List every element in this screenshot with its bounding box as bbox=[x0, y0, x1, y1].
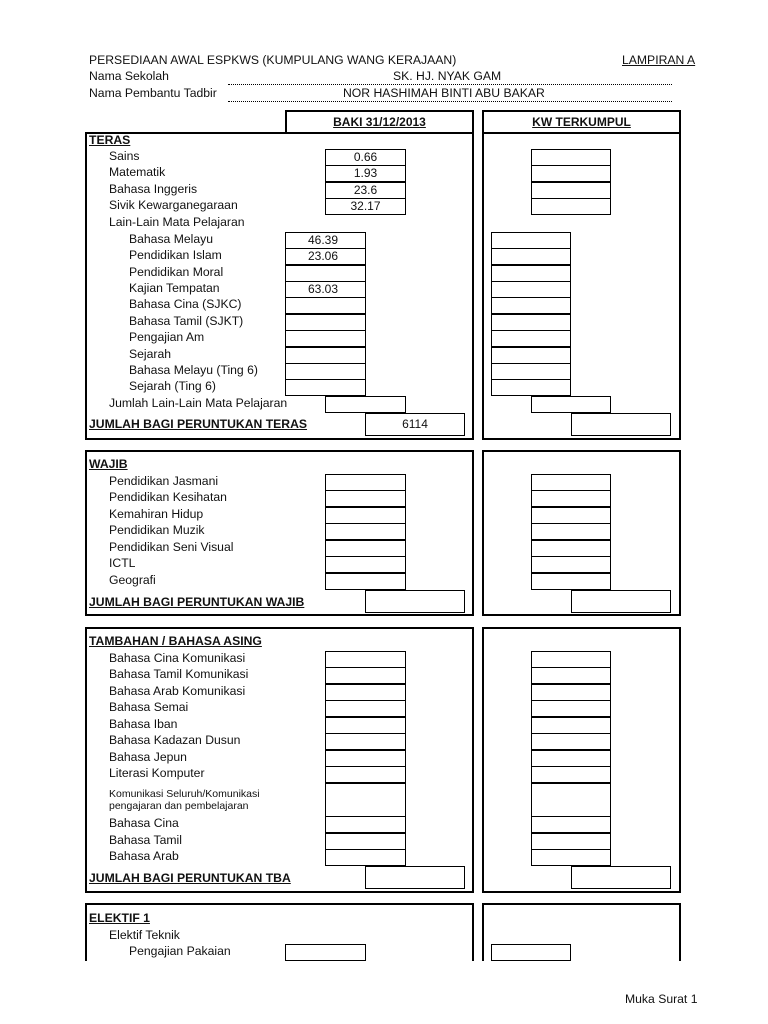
tba-item-label: Bahasa Jepun bbox=[109, 750, 187, 764]
tba-kw-cell[interactable] bbox=[531, 849, 611, 866]
sub-baki-cell[interactable]: 63.03 bbox=[285, 281, 366, 298]
wajib-kw-cell[interactable] bbox=[531, 573, 611, 590]
elektif-heading: ELEKTIF 1 bbox=[89, 911, 150, 925]
jumlah-lain-label: Jumlah Lain-Lain Mata Pelajaran bbox=[109, 396, 288, 410]
tba-item-label: Bahasa Kadazan Dusun bbox=[109, 733, 241, 747]
elektif-item-label: Pengajian Pakaian bbox=[129, 944, 231, 958]
jumlah-teras-label: JUMLAH BAGI PERUNTUKAN TERAS bbox=[89, 417, 308, 431]
lain-lain-label: Lain-Lain Mata Pelajaran bbox=[109, 215, 245, 229]
tba-baki-cell[interactable] bbox=[325, 651, 406, 668]
tba-kw-cell[interactable] bbox=[531, 733, 611, 750]
jumlah-tba-kw-cell[interactable] bbox=[571, 866, 671, 889]
wajib-item-label: ICTL bbox=[109, 556, 136, 570]
elektif-kw-cell[interactable] bbox=[491, 944, 571, 961]
admin-value: NOR HASHIMAH BINTI ABU BAKAR bbox=[343, 86, 545, 100]
teras-kw-cell[interactable] bbox=[531, 165, 611, 182]
wajib-item-label: Geografi bbox=[109, 573, 156, 587]
sub-item-label: Sejarah (Ting 6) bbox=[129, 379, 216, 393]
tba-baki-cell[interactable] bbox=[325, 750, 406, 767]
wajib-kw-cell[interactable] bbox=[531, 556, 611, 573]
sub-kw-cell[interactable] bbox=[491, 232, 571, 249]
wajib-baki-cell[interactable] bbox=[325, 556, 406, 573]
sub-kw-cell[interactable] bbox=[491, 281, 571, 298]
tba-item-label: Bahasa Semai bbox=[109, 700, 189, 714]
teras-baki-cell[interactable]: 1.93 bbox=[325, 165, 406, 182]
wajib-kw-cell[interactable] bbox=[531, 540, 611, 557]
teras-kw-cell[interactable] bbox=[531, 149, 611, 166]
jumlah-tba-label: JUMLAH BAGI PERUNTUKAN TBA bbox=[89, 871, 291, 885]
wajib-item-label: Pendidikan Kesihatan bbox=[109, 490, 227, 504]
wajib-baki-cell[interactable] bbox=[325, 573, 406, 590]
tba-baki-cell[interactable] bbox=[325, 833, 406, 850]
tba-item2-label: Bahasa Cina bbox=[109, 816, 179, 830]
sub-baki-cell[interactable] bbox=[285, 330, 366, 347]
sub-item-label: Pendidikan Islam bbox=[129, 248, 222, 262]
tba-baki-cell[interactable] bbox=[325, 766, 406, 783]
sub-item-label: Bahasa Melayu bbox=[129, 232, 214, 246]
wajib-item-label: Pendidikan Jasmani bbox=[109, 474, 219, 488]
tba-item-label: Bahasa Cina Komunikasi bbox=[109, 651, 246, 665]
tba-kw-cell[interactable] bbox=[531, 651, 611, 668]
admin-dotted-line bbox=[228, 101, 672, 102]
teras-item-label: Matematik bbox=[109, 165, 166, 179]
teras-item-label: Bahasa Inggeris bbox=[109, 182, 198, 196]
sub-kw-cell[interactable] bbox=[491, 314, 571, 331]
jumlah-wajib-label: JUMLAH BAGI PERUNTUKAN WAJIB bbox=[89, 595, 305, 609]
wajib-heading: WAJIB bbox=[89, 457, 128, 471]
tba-heading: TAMBAHAN / BAHASA ASING bbox=[89, 634, 262, 648]
sub-baki-cell[interactable] bbox=[285, 379, 366, 396]
tba-baki-cell[interactable] bbox=[325, 733, 406, 750]
sub-baki-cell[interactable]: 23.06 bbox=[285, 248, 366, 265]
sub-item-label: Kajian Tempatan bbox=[129, 281, 220, 295]
sub-item-label: Bahasa Melayu (Ting 6) bbox=[129, 363, 258, 377]
sub-baki-cell[interactable] bbox=[285, 314, 366, 331]
sub-item-label: Bahasa Cina (SJKC) bbox=[129, 297, 242, 311]
komunikasi-label-line2: pengajaran dan pembelajaran bbox=[109, 800, 249, 812]
school-value: SK. HJ. NYAK GAM bbox=[393, 69, 502, 83]
jumlah-lain-baki-cell[interactable] bbox=[325, 396, 406, 413]
wajib-kw-cell[interactable] bbox=[531, 474, 611, 491]
jumlah-lain-kw-cell[interactable] bbox=[531, 396, 611, 413]
tba-baki-cell[interactable] bbox=[325, 816, 406, 833]
sub-baki-cell[interactable] bbox=[285, 363, 366, 380]
teras-heading: TERAS bbox=[89, 133, 131, 147]
wajib-item-label: Pendidikan Muzik bbox=[109, 523, 205, 537]
wajib-kw-cell[interactable] bbox=[531, 523, 611, 540]
teras-kw-cell[interactable] bbox=[531, 198, 611, 215]
teras-item-label: Sivik Kewarganegaraan bbox=[109, 198, 238, 212]
sub-item-label: Pendidikan Moral bbox=[129, 265, 224, 279]
jumlah-teras-baki-cell[interactable]: 6114 bbox=[365, 413, 465, 436]
sub-kw-cell[interactable] bbox=[491, 347, 571, 364]
sub-baki-cell[interactable] bbox=[285, 297, 366, 314]
teras-item-label: Sains bbox=[109, 149, 140, 163]
sub-kw-cell[interactable] bbox=[491, 248, 571, 265]
tba-baki-cell[interactable] bbox=[325, 717, 406, 734]
sub-kw-cell[interactable] bbox=[491, 330, 571, 347]
elektif-sub-heading: Elektif Teknik bbox=[109, 928, 180, 942]
wajib-item-label: Kemahiran Hidup bbox=[109, 507, 204, 521]
tba-kw-cell[interactable] bbox=[531, 816, 611, 833]
komunikasi-baki-cell[interactable] bbox=[325, 783, 406, 817]
document-title: PERSEDIAAN AWAL ESPKWS (KUMPULANG WANG KERAJAAN) bbox=[89, 53, 457, 67]
wajib-item-label: Pendidikan Seni Visual bbox=[109, 540, 234, 554]
komunikasi-kw-cell[interactable] bbox=[531, 783, 611, 817]
sub-baki-cell[interactable]: 46.39 bbox=[285, 232, 366, 249]
tba-kw-cell[interactable] bbox=[531, 717, 611, 734]
teras-baki-cell[interactable]: 23.6 bbox=[325, 182, 406, 199]
admin-label: Nama Pembantu Tadbir bbox=[89, 86, 217, 100]
wajib-baki-cell[interactable] bbox=[325, 540, 406, 557]
tba-baki-cell[interactable] bbox=[325, 684, 406, 701]
teras-baki-cell[interactable]: 32.17 bbox=[325, 198, 406, 215]
lampiran-label: LAMPIRAN A bbox=[622, 53, 696, 67]
wajib-baki-cell[interactable] bbox=[325, 507, 406, 524]
wajib-baki-cell[interactable] bbox=[325, 474, 406, 491]
tba-kw-cell[interactable] bbox=[531, 667, 611, 684]
tba-baki-cell[interactable] bbox=[325, 849, 406, 866]
sub-kw-cell[interactable] bbox=[491, 297, 571, 314]
baki-column-header: BAKI 31/12/2013 bbox=[285, 110, 474, 134]
sub-item-label: Bahasa Tamil (SJKT) bbox=[129, 314, 244, 328]
sub-kw-cell[interactable] bbox=[491, 265, 571, 282]
tba-kw-cell[interactable] bbox=[531, 700, 611, 717]
tba-kw-cell[interactable] bbox=[531, 750, 611, 767]
teras-baki-cell[interactable]: 0.66 bbox=[325, 149, 406, 166]
elektif-baki-cell[interactable] bbox=[285, 944, 366, 961]
sub-item-label: Pengajian Am bbox=[129, 330, 205, 344]
jumlah-teras-kw-cell[interactable] bbox=[571, 413, 671, 436]
page-number: Muka Surat 1 bbox=[625, 992, 698, 1006]
tba-item-label: Bahasa Arab Komunikasi bbox=[109, 684, 246, 698]
wajib-baki-cell[interactable] bbox=[325, 490, 406, 507]
sub-kw-cell[interactable] bbox=[491, 363, 571, 380]
kw-column-header: KW TERKUMPUL bbox=[482, 110, 681, 134]
sub-kw-cell[interactable] bbox=[491, 379, 571, 396]
tba-kw-cell[interactable] bbox=[531, 833, 611, 850]
tba-kw-cell[interactable] bbox=[531, 684, 611, 701]
tba-kw-cell[interactable] bbox=[531, 766, 611, 783]
tba-baki-cell[interactable] bbox=[325, 700, 406, 717]
wajib-kw-cell[interactable] bbox=[531, 490, 611, 507]
tba-item-label: Bahasa Tamil Komunikasi bbox=[109, 667, 249, 681]
tba-item2-label: Bahasa Tamil bbox=[109, 833, 182, 847]
tba-baki-cell[interactable] bbox=[325, 667, 406, 684]
tba-item-label: Literasi Komputer bbox=[109, 766, 205, 780]
wajib-kw-cell[interactable] bbox=[531, 507, 611, 524]
jumlah-tba-baki-cell[interactable] bbox=[365, 866, 465, 889]
teras-kw-cell[interactable] bbox=[531, 182, 611, 199]
jumlah-wajib-baki-cell[interactable] bbox=[365, 590, 465, 613]
sub-baki-cell[interactable] bbox=[285, 265, 366, 282]
tba-item2-label: Bahasa Arab bbox=[109, 849, 179, 863]
school-label: Nama Sekolah bbox=[89, 69, 169, 83]
komunikasi-label-line1: Komunikasi Seluruh/Komunikasi bbox=[109, 788, 260, 800]
wajib-baki-cell[interactable] bbox=[325, 523, 406, 540]
sub-baki-cell[interactable] bbox=[285, 347, 366, 364]
jumlah-wajib-kw-cell[interactable] bbox=[571, 590, 671, 613]
tba-item-label: Bahasa Iban bbox=[109, 717, 178, 731]
sub-item-label: Sejarah bbox=[129, 347, 172, 361]
